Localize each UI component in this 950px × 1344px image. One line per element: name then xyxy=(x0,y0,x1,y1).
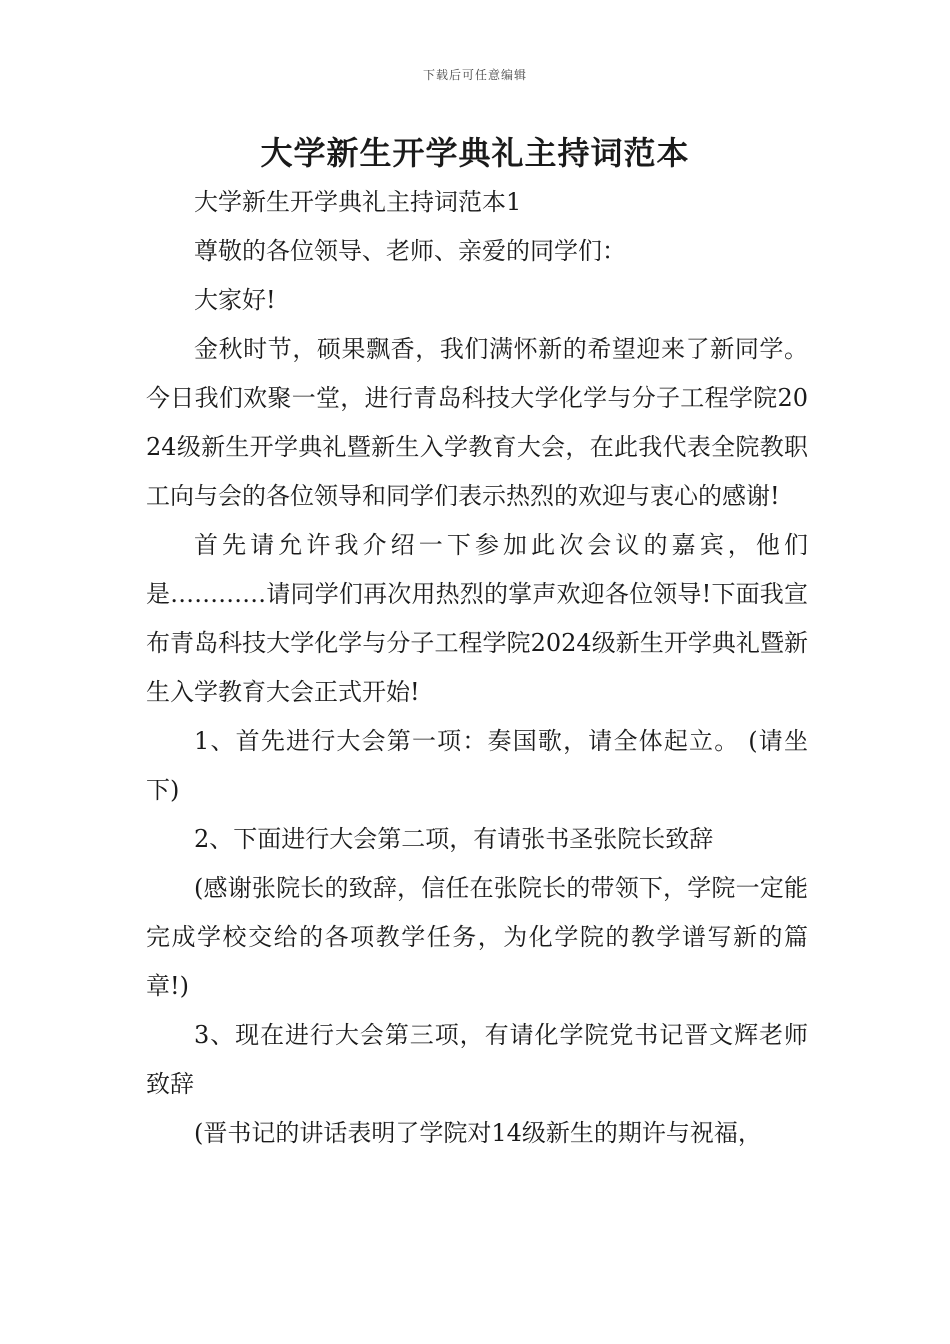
paragraph-greeting: 大家好! xyxy=(194,286,276,314)
paragraph-subtitle: 大学新生开学典礼主持词范本1 xyxy=(194,188,522,216)
paragraph-item-2: 2、下面进行大会第二项，有请张书圣张院长致辞 xyxy=(194,825,714,853)
paragraph-item-1: 1、首先进行大会第一项：奏国歌，请全体起立。 (请坐下) xyxy=(146,727,808,804)
paragraph-welcome: 金秋时节，硕果飘香，我们满怀新的希望迎来了新同学。今日我们欢聚一堂，进行青岛科技大学化学与分子工程学院2024级新生开学典礼暨新生入学教育大会，在此我代表全院教职工向与会的各位领导和同学们表示热烈的欢迎与衷心的感谢! xyxy=(146,335,808,510)
paragraph-guests: 首先请允许我介绍一下参加此次会议的嘉宾，他们是…………请同学们再次用热烈的掌声欢迎各位领导!下面我宣布青岛科技大学化学与分子工程学院2024级新生开学典礼暨新生入学教育大会正式开始! xyxy=(146,531,808,706)
paragraph-item-3: 3、现在进行大会第三项，有请化学院党书记晋文辉老师致辞 xyxy=(146,1021,808,1098)
header-note: 下载后可任意编辑 xyxy=(422,68,527,82)
document-title: 大学新生开学典礼主持词范本 xyxy=(260,134,690,172)
paragraph-salutation: 尊敬的各位领导、老师、亲爱的同学们： xyxy=(194,237,626,265)
paragraph-secretary-remark: (晋书记的讲话表明了学院对14级新生的期许与祝福， xyxy=(194,1119,762,1147)
document-body xyxy=(146,178,808,1158)
paragraph-thanks-dean: (感谢张院长的致辞，信任在张院长的带领下，学院一定能完成学校交给的各项教学任务，为化学院的教学谱写新的篇章!) xyxy=(146,874,808,1000)
